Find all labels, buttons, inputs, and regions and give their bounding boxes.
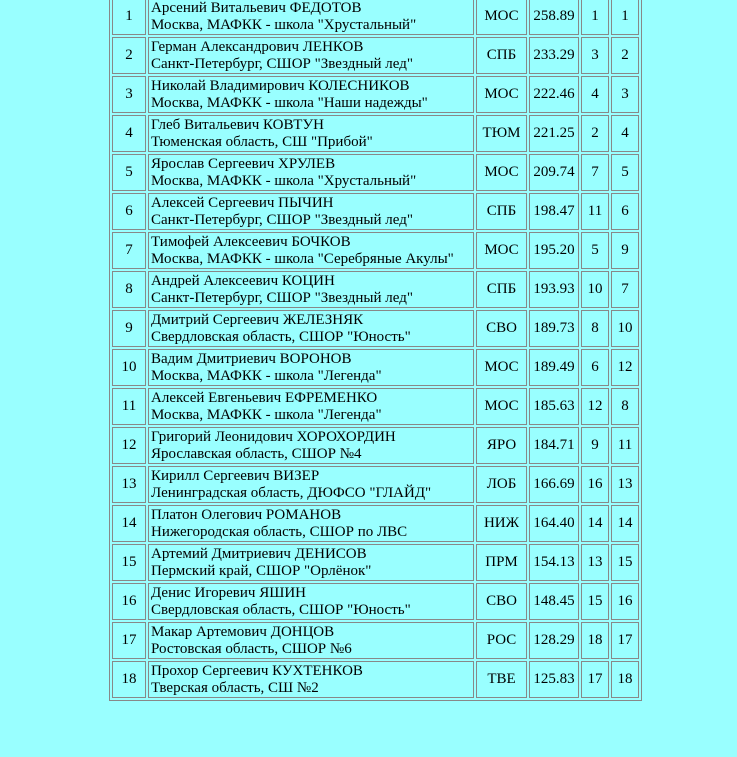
short-program-place-cell: 1 xyxy=(581,0,609,35)
free-skating-place-cell: 3 xyxy=(611,76,639,113)
table-row xyxy=(112,622,639,659)
table-row xyxy=(112,388,639,425)
free-skating-place-cell: 14 xyxy=(611,505,639,542)
region-cell: СВО xyxy=(476,310,527,347)
skater-name: Арсений Витальевич ФЕДОТОВ xyxy=(151,0,362,16)
skater-name: Глеб Витальевич КОВТУН xyxy=(151,116,324,133)
total-points-cell: 184.71 xyxy=(529,427,579,464)
skater-name: Григорий Леонидович ХОРОХОРДИН xyxy=(151,428,396,445)
short-program-place-cell: 9 xyxy=(581,427,609,464)
skater-name: Тимофей Алексеевич БОЧКОВ xyxy=(151,233,351,250)
table-row xyxy=(112,583,639,620)
region-cell: МОС xyxy=(476,154,527,191)
total-points-cell: 193.93 xyxy=(529,271,579,308)
free-skating-place-cell: 6 xyxy=(611,193,639,230)
skater-club: Пермский край, СШОР "Орлёнок" xyxy=(151,562,372,579)
short-program-place-cell: 13 xyxy=(581,544,609,581)
short-program-place-cell: 4 xyxy=(581,76,609,113)
skater-name: Алексей Сергеевич ПЫЧИН xyxy=(151,194,334,211)
short-program-place-cell: 11 xyxy=(581,193,609,230)
short-program-place-cell: 7 xyxy=(581,154,609,191)
place-cell: 14 xyxy=(112,505,146,542)
region-cell: РОС xyxy=(476,622,527,659)
free-skating-place-cell: 15 xyxy=(611,544,639,581)
skater-club: Санкт-Петербург, СШОР "Звездный лед" xyxy=(151,211,413,228)
skater-club: Москва, МАФКК - школа "Серебряные Акулы" xyxy=(151,250,454,267)
region-cell: МОС xyxy=(476,0,527,35)
place-cell: 11 xyxy=(112,388,146,425)
table-row xyxy=(112,193,639,230)
place-cell: 10 xyxy=(112,349,146,386)
table-row xyxy=(112,76,639,113)
place-cell: 17 xyxy=(112,622,146,659)
table-row xyxy=(112,505,639,542)
short-program-place-cell: 12 xyxy=(581,388,609,425)
free-skating-place-cell: 18 xyxy=(611,661,639,698)
free-skating-place-cell: 7 xyxy=(611,271,639,308)
skater-club: Москва, МАФКК - школа "Легенда" xyxy=(151,406,382,423)
place-cell: 13 xyxy=(112,466,146,503)
free-skating-place-cell: 9 xyxy=(611,232,639,269)
total-points-cell: 185.63 xyxy=(529,388,579,425)
table-row xyxy=(112,466,639,503)
region-cell: НИЖ xyxy=(476,505,527,542)
skater-cell xyxy=(148,76,474,113)
skater-cell xyxy=(148,622,474,659)
skater-club: Тверская область, СШ №2 xyxy=(151,679,319,696)
free-skating-place-cell: 5 xyxy=(611,154,639,191)
place-cell: 4 xyxy=(112,115,146,152)
skater-club: Тюменская область, СШ "Прибой" xyxy=(151,133,373,150)
skater-club: Москва, МАФКК - школа "Наши надежды" xyxy=(151,94,428,111)
table-row xyxy=(112,154,639,191)
skater-name: Прохор Сергеевич КУХТЕНКОВ xyxy=(151,662,363,679)
free-skating-place-cell: 11 xyxy=(611,427,639,464)
skater-club: Ленинградская область, ДЮФСО "ГЛАЙД" xyxy=(151,484,432,501)
skater-club: Свердловская область, СШОР "Юность" xyxy=(151,601,411,618)
skater-cell xyxy=(148,232,474,269)
skater-club: Санкт-Петербург, СШОР "Звездный лед" xyxy=(151,55,413,72)
skater-cell xyxy=(148,427,474,464)
skater-name: Денис Игоревич ЯШИН xyxy=(151,584,307,601)
free-skating-place-cell: 8 xyxy=(611,388,639,425)
skater-name: Вадим Дмитриевич ВОРОНОВ xyxy=(151,350,352,367)
free-skating-place-cell: 16 xyxy=(611,583,639,620)
total-points-cell: 222.46 xyxy=(529,76,579,113)
skater-cell xyxy=(148,505,474,542)
short-program-place-cell: 14 xyxy=(581,505,609,542)
short-program-place-cell: 5 xyxy=(581,232,609,269)
short-program-place-cell: 18 xyxy=(581,622,609,659)
table-row xyxy=(112,232,639,269)
region-cell: ТЮМ xyxy=(476,115,527,152)
region-cell: СВО xyxy=(476,583,527,620)
total-points-cell: 209.74 xyxy=(529,154,579,191)
short-program-place-cell: 15 xyxy=(581,583,609,620)
short-program-place-cell: 8 xyxy=(581,310,609,347)
skater-name: Платон Олегович РОМАНОВ xyxy=(151,506,342,523)
free-skating-place-cell: 13 xyxy=(611,466,639,503)
skater-club: Санкт-Петербург, СШОР "Звездный лед" xyxy=(151,289,413,306)
skater-club: Москва, МАФКК - школа "Легенда" xyxy=(151,367,382,384)
region-cell: МОС xyxy=(476,232,527,269)
skater-name: Николай Владимирович КОЛЕСНИКОВ xyxy=(151,77,410,94)
table-row xyxy=(112,349,639,386)
table-row xyxy=(112,271,639,308)
short-program-place-cell: 10 xyxy=(581,271,609,308)
free-skating-place-cell: 4 xyxy=(611,115,639,152)
region-cell: СПБ xyxy=(476,271,527,308)
place-cell: 8 xyxy=(112,271,146,308)
skater-club: Ярославская область, СШОР №4 xyxy=(151,445,362,462)
skater-cell xyxy=(148,544,474,581)
table-row xyxy=(112,115,639,152)
skater-cell xyxy=(148,0,474,35)
total-points-cell: 221.25 xyxy=(529,115,579,152)
total-points-cell: 189.73 xyxy=(529,310,579,347)
skater-club: Москва, МАФКК - школа "Хрустальный" xyxy=(151,172,417,189)
table-row xyxy=(112,427,639,464)
skater-cell xyxy=(148,37,474,74)
short-program-place-cell: 3 xyxy=(581,37,609,74)
skater-name: Макар Артемович ДОНЦОВ xyxy=(151,623,335,640)
region-cell: МОС xyxy=(476,76,527,113)
skater-name: Дмитрий Сергеевич ЖЕЛЕЗНЯК xyxy=(151,311,364,328)
table-row xyxy=(112,0,639,35)
skater-cell xyxy=(148,154,474,191)
free-skating-place-cell: 12 xyxy=(611,349,639,386)
total-points-cell: 148.45 xyxy=(529,583,579,620)
skater-cell xyxy=(148,583,474,620)
place-cell: 15 xyxy=(112,544,146,581)
total-points-cell: 128.29 xyxy=(529,622,579,659)
total-points-cell: 154.13 xyxy=(529,544,579,581)
total-points-cell: 166.69 xyxy=(529,466,579,503)
place-cell: 18 xyxy=(112,661,146,698)
total-points-cell: 195.20 xyxy=(529,232,579,269)
place-cell: 7 xyxy=(112,232,146,269)
place-cell: 12 xyxy=(112,427,146,464)
place-cell: 5 xyxy=(112,154,146,191)
skater-cell xyxy=(148,388,474,425)
region-cell: ЛОБ xyxy=(476,466,527,503)
skater-name: Кирилл Сергеевич ВИЗЕР xyxy=(151,467,320,484)
free-skating-place-cell: 17 xyxy=(611,622,639,659)
skater-cell xyxy=(148,349,474,386)
skater-name: Андрей Алексеевич КОЦИН xyxy=(151,272,335,289)
skater-club: Нижегородская область, СШОР по ЛВС xyxy=(151,523,408,540)
region-cell: СПБ xyxy=(476,37,527,74)
free-skating-place-cell: 10 xyxy=(611,310,639,347)
region-cell: МОС xyxy=(476,388,527,425)
total-points-cell: 258.89 xyxy=(529,0,579,35)
free-skating-place-cell: 1 xyxy=(611,0,639,35)
table-row xyxy=(112,661,639,698)
total-points-cell: 189.49 xyxy=(529,349,579,386)
results-table xyxy=(109,0,642,701)
table-row xyxy=(112,544,639,581)
free-skating-place-cell: 2 xyxy=(611,37,639,74)
short-program-place-cell: 6 xyxy=(581,349,609,386)
place-cell: 1 xyxy=(112,0,146,35)
short-program-place-cell: 2 xyxy=(581,115,609,152)
region-cell: ПРМ xyxy=(476,544,527,581)
region-cell: ТВЕ xyxy=(476,661,527,698)
skater-cell xyxy=(148,466,474,503)
skater-cell xyxy=(148,661,474,698)
skater-club: Москва, МАФКК - школа "Хрустальный" xyxy=(151,16,417,33)
table-row xyxy=(112,37,639,74)
skater-name: Артемий Дмитриевич ДЕНИСОВ xyxy=(151,545,367,562)
total-points-cell: 125.83 xyxy=(529,661,579,698)
results-table-body xyxy=(112,0,639,698)
total-points-cell: 233.29 xyxy=(529,37,579,74)
place-cell: 9 xyxy=(112,310,146,347)
place-cell: 6 xyxy=(112,193,146,230)
skater-name: Ярослав Сергеевич ХРУЛЕВ xyxy=(151,155,336,172)
short-program-place-cell: 17 xyxy=(581,661,609,698)
skater-cell xyxy=(148,271,474,308)
region-cell: СПБ xyxy=(476,193,527,230)
total-points-cell: 198.47 xyxy=(529,193,579,230)
short-program-place-cell: 16 xyxy=(581,466,609,503)
skater-club: Ростовская область, СШОР №6 xyxy=(151,640,352,657)
skater-cell xyxy=(148,193,474,230)
region-cell: МОС xyxy=(476,349,527,386)
place-cell: 16 xyxy=(112,583,146,620)
skater-club: Свердловская область, СШОР "Юность" xyxy=(151,328,411,345)
skater-cell xyxy=(148,310,474,347)
skater-cell xyxy=(148,115,474,152)
skater-name: Алексей Евгеньевич ЕФРЕМЕНКО xyxy=(151,389,378,406)
place-cell: 2 xyxy=(112,37,146,74)
total-points-cell: 164.40 xyxy=(529,505,579,542)
place-cell: 3 xyxy=(112,76,146,113)
skater-name: Герман Александрович ЛЕНКОВ xyxy=(151,38,364,55)
region-cell: ЯРО xyxy=(476,427,527,464)
table-row xyxy=(112,310,639,347)
